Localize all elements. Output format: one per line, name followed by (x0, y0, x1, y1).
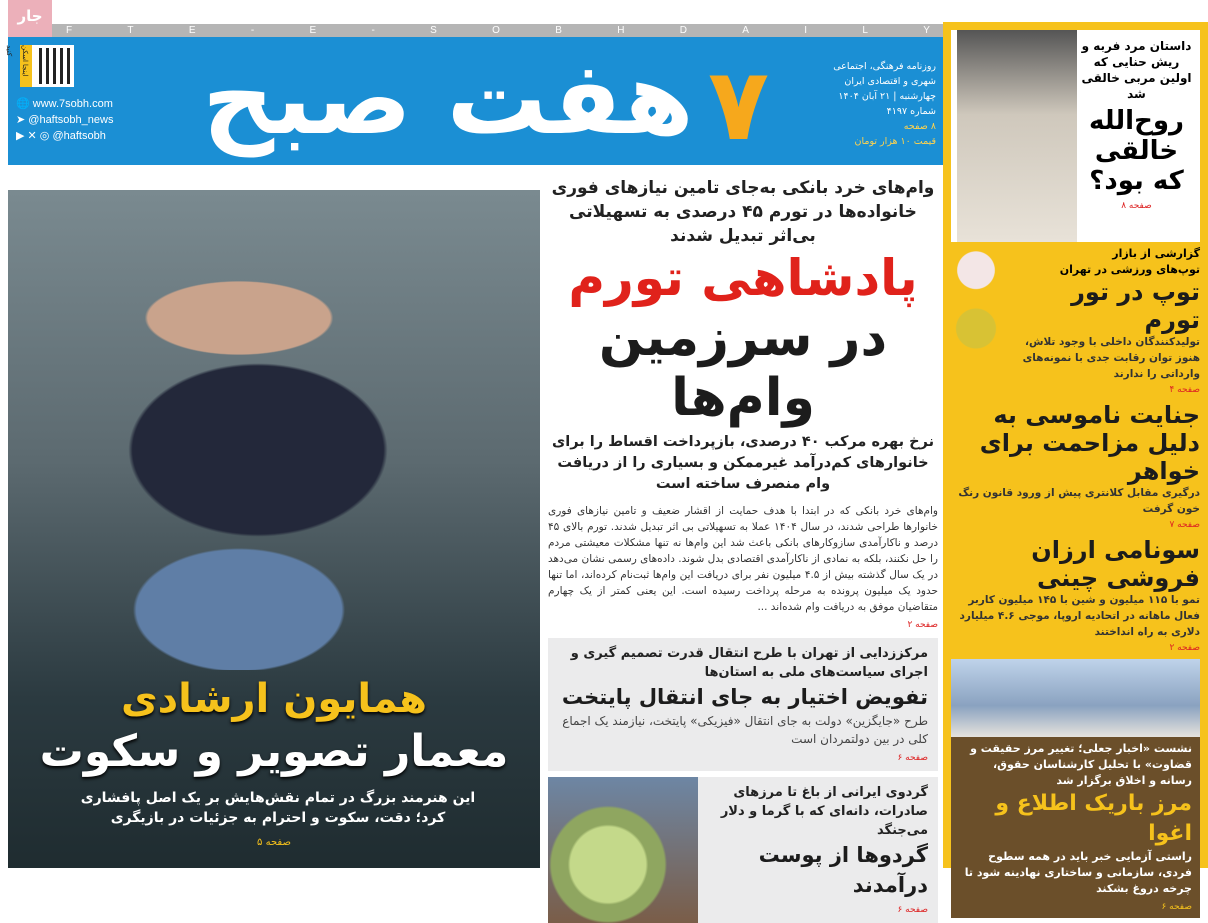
crime-summary: درگیری مقابل کلانتری پیش از ورود قانون رنگ خون گرفت (958, 487, 1200, 515)
walnut-story[interactable] (548, 777, 938, 923)
band-letter: F (66, 25, 73, 36)
main-column (548, 176, 938, 923)
balls-kicker-1: گزارشی از بازار (1112, 247, 1200, 260)
info-line: روزنامه فرهنگی، اجتماعی (833, 61, 936, 72)
media-story[interactable] (951, 659, 1200, 918)
tsunami-page-ref[interactable]: صفحه ۲ (1169, 643, 1200, 653)
qr-code-icon[interactable] (32, 45, 74, 87)
jaar-badge[interactable]: جار (8, 0, 52, 40)
crime-page-ref[interactable]: صفحه ۷ (1169, 520, 1200, 530)
issue-info (806, 59, 936, 149)
feature-page-ref[interactable]: صفحه ۵ (257, 837, 291, 848)
khaleghi-kicker: داستان مرد فربه و ریش حنایی که اولین مربی خالقی شد (1081, 39, 1192, 101)
balls-story[interactable] (951, 246, 1200, 397)
band-letter: B (555, 25, 562, 36)
right-column (943, 22, 1208, 912)
capital-kicker: مرکززدایی از تهران با طرح انتقال قدرت تصمیم گیری و اجرای سیاست‌های ملی به استان‌ها (570, 646, 928, 680)
feature-title[interactable]: معمار تصویر و سکوت (39, 726, 509, 777)
logo-number: ۷ (708, 46, 770, 163)
band-letter: A (742, 25, 749, 36)
khaleghi-story[interactable] (951, 30, 1200, 242)
balls-page-ref[interactable]: صفحه ۴ (1169, 385, 1200, 395)
info-date: چهارشنبه | ۲۱ آبان ۱۴۰۴ (838, 91, 936, 102)
band-letter: S (430, 25, 437, 36)
walnut-headline[interactable]: گردوها از پوست درآمدند (758, 843, 928, 897)
band-letter: H (617, 25, 625, 36)
feature-subtitle: این هنرمند بزرگ در تمام نقش‌هایش بر یک اصل پافشاری کرد؛ دقت، سکوت و احترام به جزئیات در بازیگری (80, 790, 476, 826)
media-headline[interactable]: مرز باریک اطلاع و اغوا (995, 791, 1192, 846)
band-letter: D (679, 25, 687, 36)
khaleghi-headline[interactable]: روح‌الله خالقی که بود؟ (1089, 106, 1184, 196)
info-issue: شماره ۴۱۹۷ (886, 106, 936, 117)
band-letter: O (492, 25, 500, 36)
media-page-ref[interactable]: صفحه ۶ (1161, 902, 1192, 912)
media-summary: راستی آزمایی خبر باید در همه سطوح فردی، سازمانی و ساختاری نهادینه شود تا چرخه دروغ بشکند (964, 850, 1192, 895)
balls-image (943, 246, 1009, 356)
main-headline-2[interactable]: در سرزمین وام‌ها (598, 308, 888, 428)
main-headline-1[interactable]: پادشاهی تورم (568, 249, 918, 307)
walnut-kicker: گردوی ایرانی از باغ تا مرزهای صادرات، دانه‌ای که با گرما و دلار می‌جنگد (720, 785, 928, 838)
media-kicker: نشست «اخبار جعلی؛ تغییر مرز حقیقت و قضاوت» با تحلیل کارشناسان حقوق، رسانه و اخلاق برگزار شد (970, 742, 1192, 787)
telegram-link[interactable]: ➤ @haftsobh_news (16, 114, 114, 126)
band-letter: I (804, 25, 808, 36)
social-text: @haftsobh (52, 130, 106, 142)
info-price: قیمت ۱۰ هزار تومان (854, 136, 936, 147)
feature-photo (8, 190, 540, 868)
qr-tag: اینجا اسکن کنید (20, 45, 32, 87)
newspaper-logo[interactable]: هفت صبح (202, 40, 694, 157)
band-letter: - (250, 25, 255, 36)
khaleghi-page-ref[interactable]: صفحه ۸ (1121, 201, 1152, 211)
capital-summary: طرح «جایگزین» دولت به جای انتقال «فیزیکی» پایتخت، نیازمند یک اجماع کلی در بین دولتمردان است (562, 714, 928, 746)
band-letter: T (127, 25, 134, 36)
violinist-photo (957, 30, 1077, 242)
main-kicker: وام‌های خرد بانکی به‌جای تامین نیازهای فوری خانواده‌ها در تورم ۴۵ درصدی به تسهیلاتی بی‌اثر تبدیل شدند (551, 178, 935, 246)
band-letter: - (371, 25, 375, 36)
crime-headline[interactable]: جنایت ناموسی به دلیل مزاحمت برای خواهر (979, 401, 1200, 485)
feature-title-name[interactable]: همایون ارشادی (120, 676, 427, 722)
website-text: www.7sobh.com (32, 98, 113, 110)
capital-story[interactable] (548, 638, 938, 771)
crime-story[interactable] (951, 401, 1200, 532)
balls-headline[interactable]: توپ در تور تورم (1071, 278, 1200, 334)
main-lead: نرخ بهره مرکب ۴۰ درصدی، بازپرداخت اقساط را برای خانوارهای کم‌درآمد غیرممکن و بسیاری را از دریافت وام منصرف ساخته است (551, 434, 935, 492)
main-body: وام‌های خرد بانکی که در ابتدا با هدف حمایت از اقشار ضعیف و تامین نیازهای فوری خانوارها طراحی شدند، در سال ۱۴۰۴ عملا به تسهیلاتی بی اثر تبدیل شدند. تورم بالای ۴۵ درصد و ناکارآمدی سازوکارهای بانکی باعث شد این وام‌ها نه تنها مشکلات معیشتی مردم را حل نکنند، بلکه به نمادی از ناکارآمدی اقتصادی بدل شوند. داده‌های رسمی نشان می‌دهد در یک سال گذشته بیش از ۴.۵ میلیون نفر برای دریافت این وام‌ها ثبت‌نام کرده‌اند، اما تنها حدود یک میلیون پرونده به مرحله پرداخت رسیده است. این یعنی کمتر از یک چهارم متقاضیان موفق به دریافت وام شده‌اند ... (548, 505, 938, 613)
capital-headline[interactable]: تفویض اختیار به جای انتقال پایتخت (561, 685, 928, 709)
portrait-image (68, 270, 448, 670)
panel-photo (951, 659, 1200, 737)
walnut-page-ref[interactable]: صفحه ۶ (897, 905, 928, 915)
band-letter: Y (923, 25, 930, 36)
social-link[interactable]: ▶ ✕ ◎ @haftsobh (16, 130, 106, 142)
capital-page-ref[interactable]: صفحه ۶ (897, 753, 928, 763)
tsunami-story[interactable] (951, 536, 1200, 655)
band-letter: E (188, 25, 196, 36)
tsunami-summary: تمو با ۱۱۵ میلیون و شین با ۱۴۵ میلیون کاربر فعال ماهانه در اتحادیه اروپا، موجی ۴.۶ میلیارد دلاری به راه انداختند (959, 594, 1200, 638)
info-pages: ۸ صفحه (903, 121, 936, 132)
social-block (5, 45, 146, 144)
band-letter: L (862, 25, 868, 36)
band-letter: E (309, 25, 317, 36)
balls-kicker-2: توپ‌های ورزشی در تهران (1059, 263, 1200, 276)
balls-summary: تولیدکنندگان داخلی با وجود تلاش، هنوز توان رقابت جدی با نمونه‌های وارداتی را ندارند (1022, 336, 1200, 380)
info-line: شهری و اقتصادی ایران (844, 76, 936, 87)
telegram-text: @haftsobh_news (28, 114, 114, 126)
tsunami-headline[interactable]: سونامی ارزان فروشی چینی (1031, 536, 1200, 592)
walnut-image (548, 777, 698, 923)
website-link[interactable]: 🌐 www.7sobh.com (16, 98, 113, 110)
main-page-ref[interactable]: صفحه ۲ (907, 620, 938, 630)
